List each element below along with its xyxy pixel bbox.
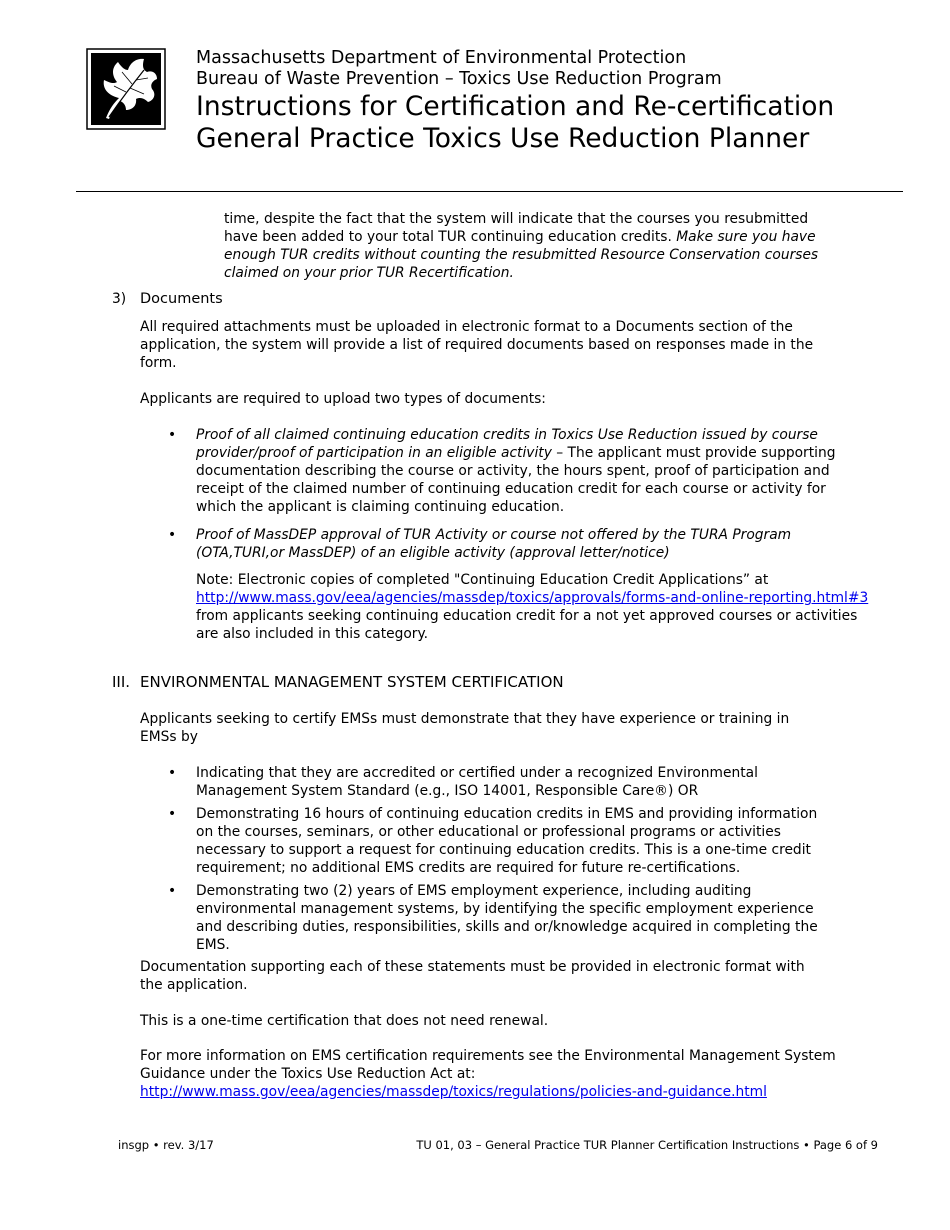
bullet-icon: • [168, 527, 177, 543]
ems-documentation-paragraph: Documentation supporting each of these statements must be provided in electronic format with the application. [140, 959, 805, 993]
massdep-logo [86, 48, 166, 130]
continued-italic-text: Make sure you have enough TUR credits without counting the resubmitted Resource Conservation courses claimed on your prior TUR Recertification. [224, 229, 819, 281]
ems-bullet-3: Demonstrating two (2) years of EMS employment experience, including auditing environmental management systems, by identifying the specific employment experience and describing duties, responsibilities, skills and or/knowledge acquired in completing the EMS. [196, 883, 818, 953]
bullet-1-text: – The applicant must provide supporting documentation describing the course or activity, the hours spent, proof of participation and receipt of the claimed number of continuing education credit for each course or activity for which the applicant is claiming continuing education. [196, 445, 836, 515]
bureau-name: Bureau of Waste Prevention – Toxics Use Reduction Program [196, 69, 722, 89]
ems-intro: Applicants seeking to certify EMSs must demonstrate that they have experience or training in EMSs by [140, 711, 790, 745]
documents-paragraph: All required attachments must be uploaded in electronic format to a Documents section of the application, the system will provide a list of required documents based on responses made in the form. [140, 319, 814, 371]
document-header [196, 48, 834, 155]
bullet-icon: • [168, 427, 177, 443]
documents-number: 3) [112, 291, 127, 307]
more-info-text: For more information on EMS certification requirements see the Environmental Management System Guidance under the Toxics Use Reduction Act at: [140, 1048, 836, 1082]
bullet-icon: • [168, 806, 177, 822]
note-suffix: from applicants seeking continuing education credit for a not yet approved courses or activities are also included in this category. [196, 608, 858, 642]
documents-bullet-1 [196, 426, 836, 516]
section-numeral: III. [112, 673, 131, 691]
ems-bullet-1: Indicating that they are accredited or certified under a recognized Environmental Management System Standard (e.g., ISO 14001, Responsible Care®) OR [196, 765, 758, 799]
documents-heading: Documents [140, 291, 223, 307]
documents-intro: Applicants are required to upload two types of documents: [140, 391, 546, 407]
bullet-icon: • [168, 883, 177, 899]
document-title-line2: General Practice Toxics Use Reduction Planner [196, 123, 810, 154]
ems-bullet-2: Demonstrating 16 hours of continuing education credits in EMS and providing information on the courses, seminars, or other educational or professional programs or activities necessary to support a request for continuing education credits. This is a one-time credit requirement; no additional EMS credits are required for future re-certifications. [196, 806, 818, 876]
oak-leaf-icon [86, 48, 166, 130]
note-block [196, 571, 876, 643]
ems-section-heading: ENVIRONMENTAL MANAGEMENT SYSTEM CERTIFICATION [140, 673, 564, 691]
note-prefix: Note: Electronic copies of completed "Continuing Education Credit Applications” at [196, 572, 769, 588]
continued-text: time, despite the fact that the system will indicate that the courses you resubmitted have been added to your total TUR continuing education credits. [224, 211, 809, 245]
agency-name: Massachusetts Department of Environmental Protection [196, 48, 687, 68]
document-title-line1: Instructions for Certification and Re-certification [196, 91, 835, 122]
ems-more-info [140, 1047, 840, 1101]
guidance-link[interactable]: http://www.mass.gov/eea/agencies/massdep/toxics/regulations/policies-and-guidance.html [140, 1084, 767, 1100]
continued-paragraph [224, 210, 844, 282]
header-divider [76, 191, 903, 192]
ems-onetime-paragraph: This is a one-time certification that does not need renewal. [140, 1013, 549, 1029]
forms-link[interactable]: http://www.mass.gov/eea/agencies/massdep/toxics/approvals/forms-and-online-reporting.html#3 [196, 590, 869, 606]
footer-revision: insgp • rev. 3/17 [118, 1138, 214, 1152]
bullet-1-italic: Proof of all claimed continuing education credits in Toxics Use Reduction issued by course provider/proof of participation in an eligible activity [196, 427, 818, 461]
documents-bullet-2: Proof of MassDEP approval of TUR Activity or course not offered by the TURA Program (OTA,TURI,or MassDEP) of an eligible activity (approval letter/notice) [196, 527, 792, 561]
footer-page-info: TU 01, 03 – General Practice TUR Planner Certification Instructions • Page 6 of 9 [416, 1138, 878, 1152]
bullet-icon: • [168, 765, 177, 781]
